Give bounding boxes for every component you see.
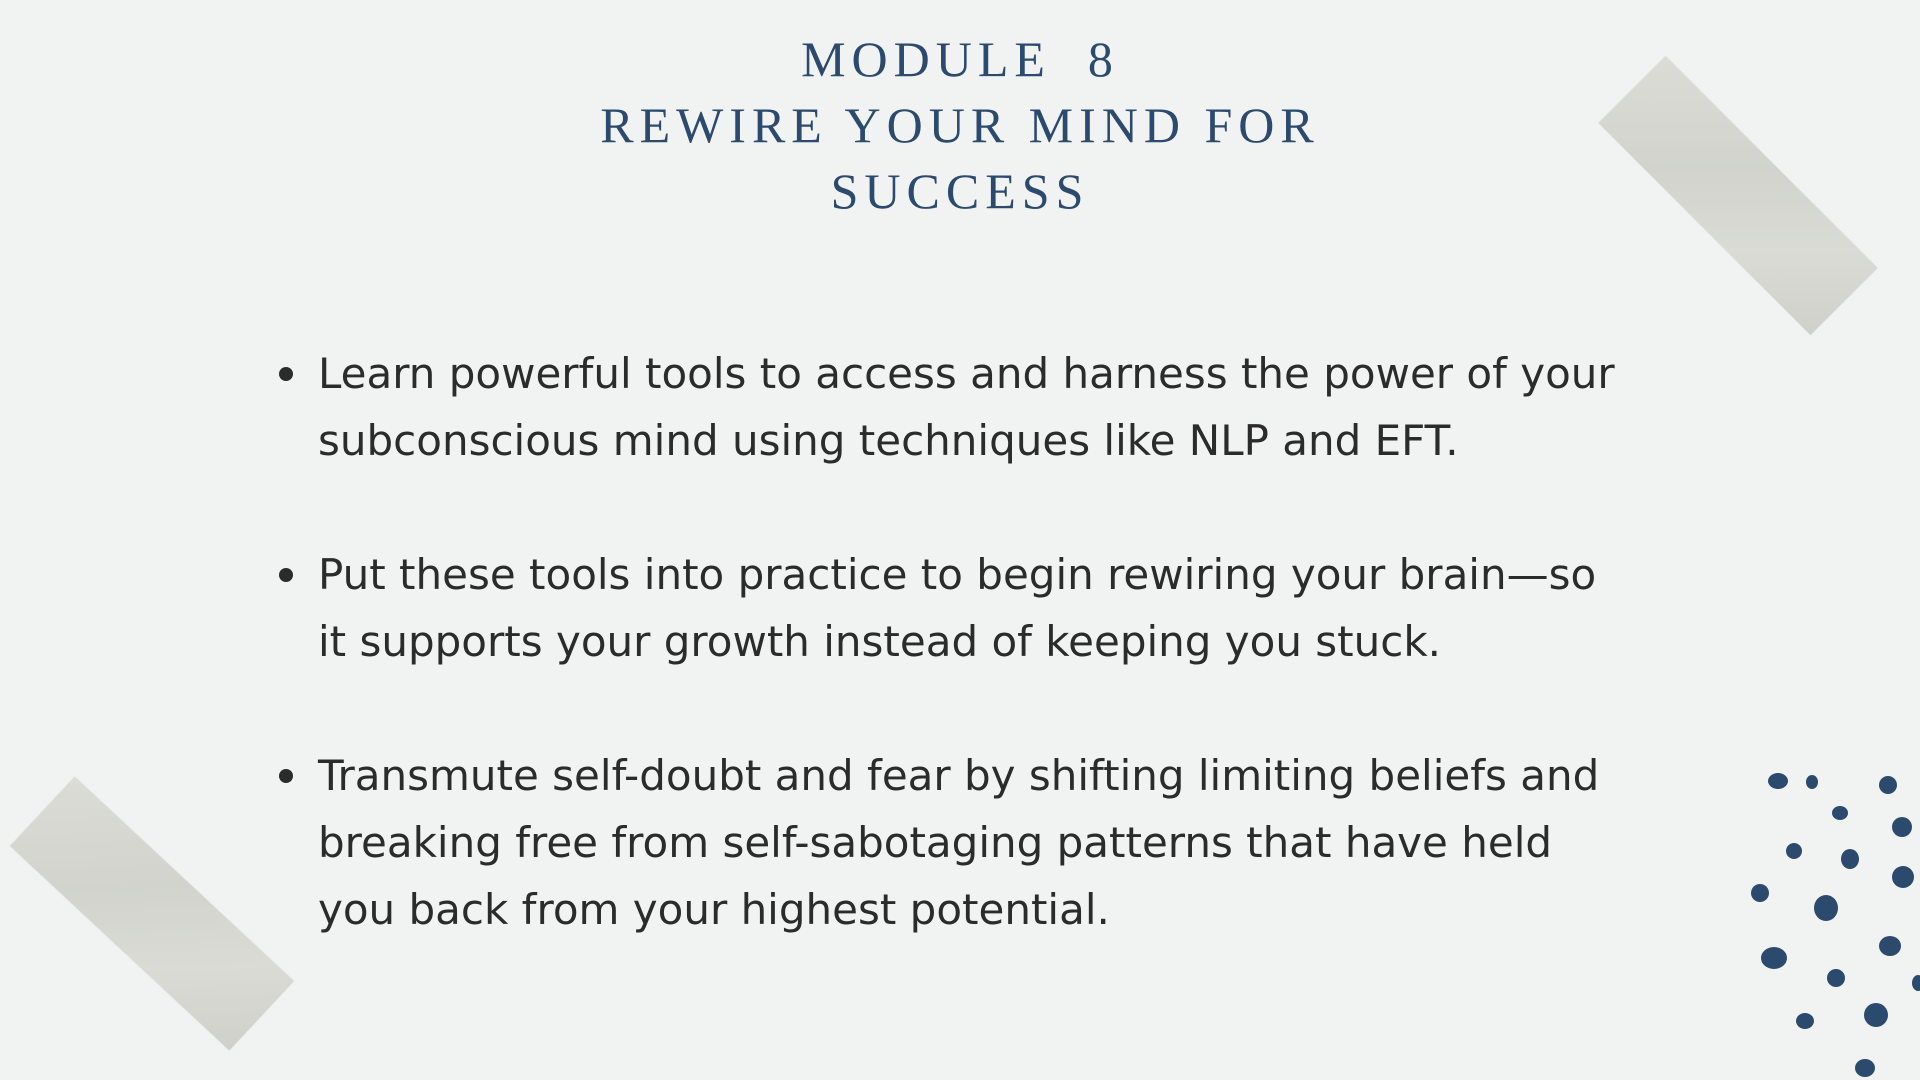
dot-shape (1786, 843, 1802, 859)
bullet-text-line: Put these tools into practice to begin rewiring your brain—so (318, 550, 1597, 599)
title-line-1: MODULE 8 (801, 31, 1119, 87)
dot-shape (1841, 849, 1859, 869)
dot-pattern-decoration (1730, 765, 1920, 1080)
bullet-text-line: Transmute self-doubt and fear by shifting limiting beliefs and (318, 751, 1600, 800)
dot-shape (1814, 895, 1838, 921)
bullet-text-line: you back from your highest potential. (318, 885, 1110, 934)
dot-shape (1768, 773, 1788, 789)
bullet-dot-icon (279, 769, 293, 783)
dot-shape (1806, 775, 1818, 789)
title-line-3: SUCCESS (830, 163, 1090, 219)
module-title (0, 26, 1920, 224)
bullet-dot-icon (279, 568, 293, 582)
bullet-dot-icon (279, 367, 293, 381)
bullet-item (270, 541, 1690, 675)
bullet-text-line: subconscious mind using techniques like NLP and EFT. (318, 416, 1459, 465)
dot-shape (1892, 817, 1912, 837)
bullet-text-line: it supports your growth instead of keeping you stuck. (318, 617, 1442, 666)
dot-shape (1855, 1059, 1875, 1077)
dot-shape (1879, 936, 1901, 956)
bullet-item (270, 340, 1690, 474)
dot-shape (1864, 1003, 1888, 1027)
dot-shape (1892, 866, 1914, 888)
dot-shape (1879, 776, 1897, 794)
dot-shape (1751, 884, 1769, 902)
tape-decoration-bottom-left (10, 776, 294, 1050)
dot-shape (1796, 1013, 1814, 1029)
dot-shape (1827, 969, 1845, 987)
title-line-2: REWIRE YOUR MIND FOR (600, 97, 1320, 153)
bullet-item (270, 742, 1690, 943)
dot-shape (1761, 947, 1787, 969)
dot-shape (1832, 806, 1848, 820)
bullet-list (270, 340, 1690, 1010)
bullet-text-line: Learn powerful tools to access and harness the power of your (318, 349, 1615, 398)
bullet-text-line: breaking free from self-sabotaging patterns that have held (318, 818, 1553, 867)
dot-shape (1912, 975, 1920, 991)
